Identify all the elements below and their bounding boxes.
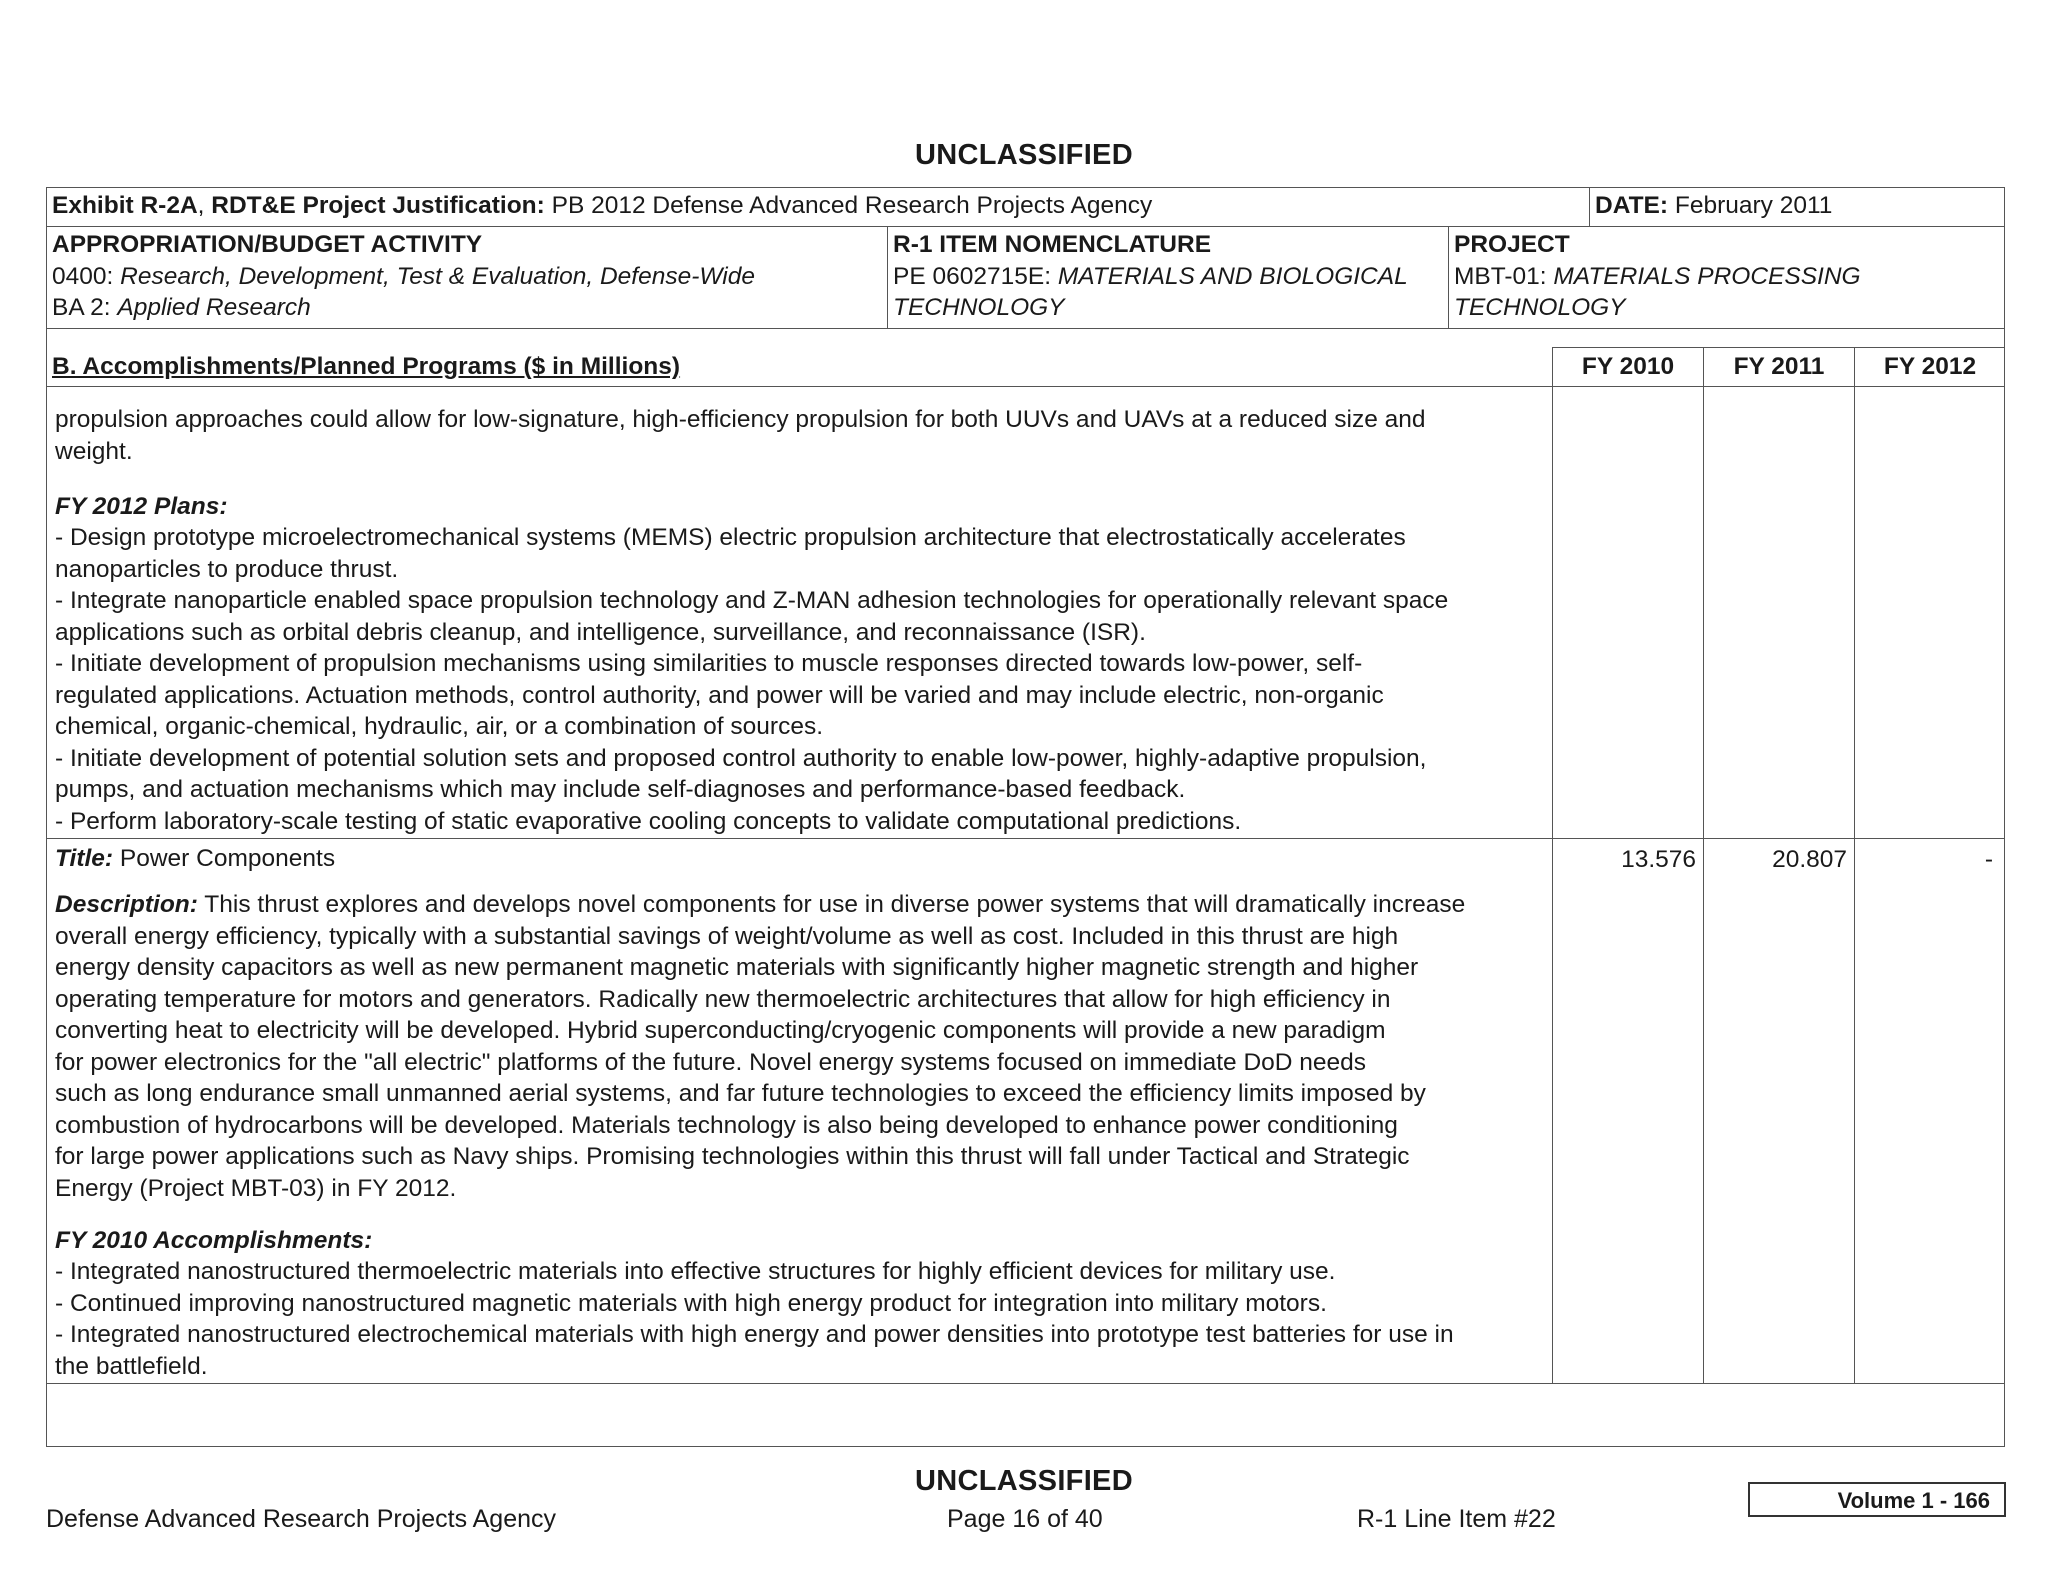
- description-line: energy density capacitors as well as new permanent magnetic materials with significantly higher magnetic strength and higher: [55, 954, 1419, 981]
- exhibit-agency: PB 2012 Defense Advanced Research Projects Agency: [544, 192, 1153, 219]
- description-line: for large power applications such as Navy ships. Promising technologies within this thrust will fall under Tactical and Strategic: [55, 1143, 1410, 1170]
- description-line: for power electronics for the "all electric" platforms of the future. Novel energy systems focused on immediate DoD needs: [55, 1048, 1367, 1076]
- classification-bottom: UNCLASSIFIED: [915, 1465, 1133, 1497]
- description-line: overall energy efficiency, typically with a substantial savings of weight/volume as well as cost. Included in this thrust are high: [55, 922, 1399, 950]
- description-text: This thrust explores and develops novel components for use in diverse power systems that will dramatically increase: [197, 891, 1466, 918]
- r1-nomenclature-cell: [893, 229, 1408, 324]
- project-name: MATERIALS PROCESSING: [1553, 262, 1861, 290]
- r1-name: MATERIALS AND BIOLOGICAL: [1057, 262, 1408, 290]
- volume-box: Volume 1 - 166: [1748, 1482, 2006, 1517]
- project-cell: [1454, 229, 1861, 324]
- accomplishment-line: - Continued improving nanostructured magnetic materials with high energy product for integration into military motors.: [55, 1289, 1327, 1317]
- divider: [1552, 347, 2005, 348]
- exhibit-separator: ,: [197, 192, 212, 219]
- plan-line: applications such as orbital debris cleanup, and intelligence, surveillance, and reconnaissance (ISR).: [55, 618, 1146, 646]
- text-line: propulsion approaches could allow for low-signature, high-efficiency propulsion for both UUVs and UAVs at a reduced size and: [55, 406, 1426, 433]
- date-label: DATE:: [1595, 192, 1669, 219]
- divider: [1703, 347, 1704, 1383]
- date-value: February 2011: [1668, 192, 1833, 219]
- plan-line: - Integrate nanoparticle enabled space propulsion technology and Z-MAN adhesion technologies for operationally relevant space: [55, 587, 1449, 614]
- r1-name-continued: TECHNOLOGY: [893, 294, 1065, 321]
- fy2011-value: 20.807: [1772, 846, 1847, 873]
- divider: [46, 386, 2005, 387]
- exhibit-title: [52, 190, 1152, 222]
- project-name-continued: TECHNOLOGY: [1454, 294, 1626, 321]
- budget-activity-line: [52, 292, 755, 324]
- budget-activity-name: Applied Research: [117, 294, 311, 321]
- plan-line: nanoparticles to produce thrust.: [55, 555, 399, 583]
- accomplishment-line: - Integrated nanostructured electrochemical materials with high energy and power densities into prototype test batteries for use in: [55, 1321, 1454, 1348]
- section-title: B. Accomplishments/Planned Programs ($ in Millions): [52, 353, 681, 380]
- plan-line: - Design prototype microelectromechanical systems (MEMS) electric propulsion architecture that electrostatically accelerates: [55, 524, 1406, 551]
- appropriation-line: [52, 261, 755, 293]
- description-line: combustion of hydrocarbons will be developed. Materials technology is also being developed to enhance power conditioning: [55, 1111, 1398, 1139]
- text-line: weight.: [55, 437, 133, 465]
- description-label: Description:: [55, 891, 198, 918]
- exhibit-label: Exhibit R-2A: [52, 192, 198, 219]
- r1-label: R-1 ITEM NOMENCLATURE: [893, 231, 1212, 258]
- program-title: [55, 843, 335, 875]
- plan-line: regulated applications. Actuation methods, control authority, and power will be varied and may include electric, non-organic: [55, 681, 1384, 709]
- description-line: converting heat to electricity will be developed. Hybrid superconducting/cryogenic components will provide a new paradigm: [55, 1017, 1386, 1044]
- continued-text: [55, 404, 1426, 467]
- appropriation-code: 0400:: [52, 262, 121, 290]
- accomplishment-line: the battlefield.: [55, 1352, 208, 1380]
- appropriation-cell: [52, 229, 755, 324]
- project-label: PROJECT: [1454, 231, 1570, 258]
- r1-code: PE 0602715E:: [893, 262, 1058, 290]
- fy-2011-header: FY 2011: [1733, 353, 1825, 380]
- footer-line-item: R-1 Line Item #22: [1357, 1505, 1556, 1533]
- divider: [1589, 187, 1590, 226]
- fy2012-value: -: [1984, 846, 1993, 873]
- divider: [46, 328, 2005, 329]
- title-value: Power Components: [113, 845, 336, 872]
- plan-line: - Initiate development of potential solution sets and proposed control authority to enable low-power, highly-adaptive propulsion,: [55, 744, 1427, 772]
- divider: [46, 226, 2005, 227]
- fy2010-accomplishments-heading: FY 2010 Accomplishments:: [55, 1227, 373, 1254]
- plan-line: - Perform laboratory-scale testing of static evaporative cooling concepts to validate computational predictions.: [55, 807, 1242, 835]
- fy2010-value: 13.576: [1621, 846, 1696, 873]
- description-line: operating temperature for motors and generators. Radically new thermoelectric architectures that allow for high efficiency in: [55, 985, 1391, 1013]
- description-line: such as long endurance small unmanned aerial systems, and far future technologies to exceed the efficiency limits imposed by: [55, 1080, 1426, 1107]
- divider: [1552, 347, 1553, 1383]
- footer-agency: Defense Advanced Research Projects Agency: [46, 1505, 557, 1533]
- description: [55, 889, 1465, 1204]
- r1-line: [893, 261, 1408, 293]
- fy2012-plans-heading: FY 2012 Plans:: [55, 493, 228, 520]
- divider: [887, 226, 888, 328]
- divider: [46, 1383, 2005, 1384]
- title-label: Title:: [55, 845, 114, 872]
- date-field: [1595, 190, 1832, 222]
- fy2012-plans-list: [55, 522, 1448, 837]
- footer-page-number: Page 16 of 40: [947, 1505, 1103, 1533]
- appropriation-label: APPROPRIATION/BUDGET ACTIVITY: [52, 231, 483, 258]
- classification-top: UNCLASSIFIED: [915, 139, 1133, 171]
- plan-line: pumps, and actuation mechanisms which may include self-diagnoses and performance-based feedback.: [55, 776, 1186, 803]
- fy2010-accomplishments-list: [55, 1256, 1454, 1382]
- project-line: [1454, 261, 1861, 293]
- fy-2010-header: FY 2010: [1581, 353, 1675, 380]
- plan-line: - Initiate development of propulsion mechanisms using similarities to muscle responses directed towards low-power, self-: [55, 650, 1363, 677]
- project-code: MBT-01:: [1454, 262, 1554, 290]
- description-line: Energy (Project MBT-03) in FY 2012.: [55, 1174, 457, 1202]
- description-line: [55, 889, 1465, 921]
- exhibit-form-title: RDT&E Project Justification:: [211, 192, 545, 219]
- divider: [1448, 226, 1449, 328]
- accomplishment-line: - Integrated nanostructured thermoelectric materials into effective structures for highly efficient devices for military use.: [55, 1258, 1336, 1285]
- plan-line: chemical, organic-chemical, hydraulic, air, or a combination of sources.: [55, 713, 824, 740]
- appropriation-name: Research, Development, Test & Evaluation, Defense-Wide: [120, 262, 755, 290]
- divider: [46, 838, 2005, 839]
- budget-activity-code: BA 2:: [52, 294, 118, 321]
- fy-2012-header: FY 2012: [1883, 353, 1977, 380]
